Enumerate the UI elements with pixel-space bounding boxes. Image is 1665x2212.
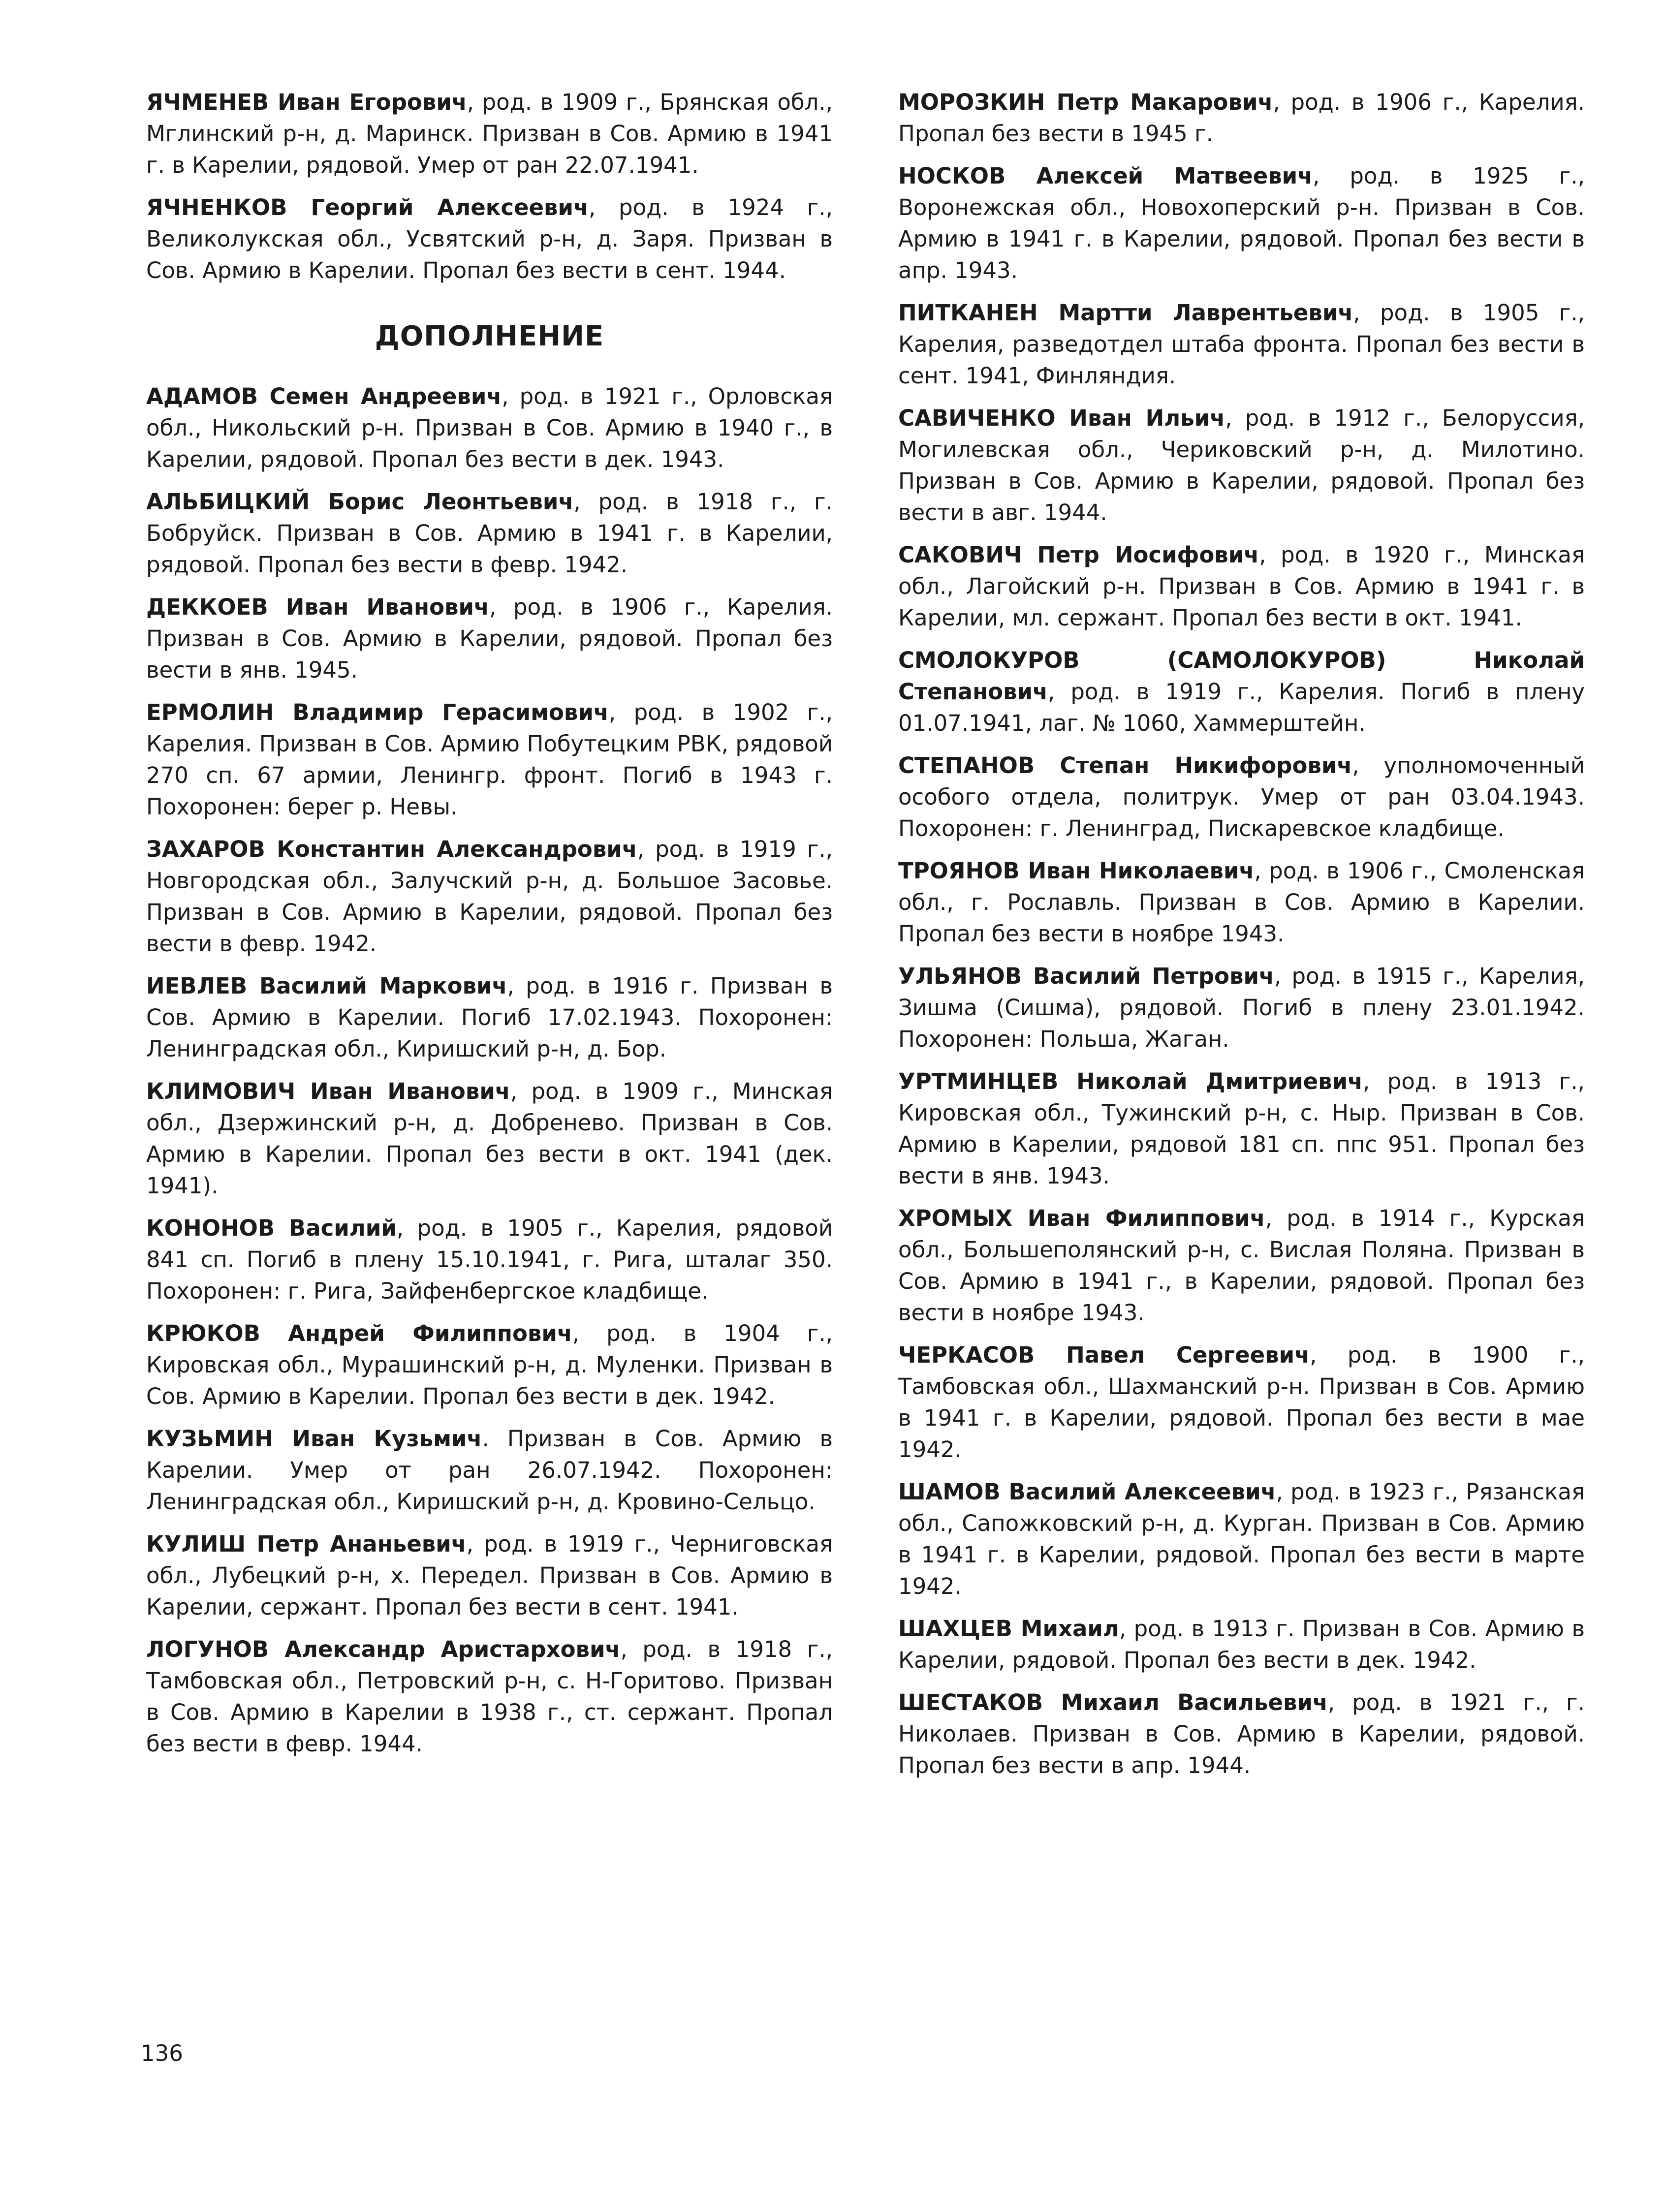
entry-khromykh — [898, 1203, 1585, 1329]
entry-name: ЛОГУНОВ Александр Аристархович — [146, 1636, 621, 1662]
entry-dekkoev — [146, 592, 833, 686]
entry-text: , род. в 1920 г., Минская обл., Лагойский р-н. Призван в Сов. Армию в 1941 г. в Карелии, мл. сержант. Пропал без вести в окт. 1941. — [898, 542, 1585, 631]
entry-adamov — [146, 381, 833, 475]
entry-smolokurov — [898, 645, 1585, 739]
entry-name: АЛЬБИЦКИЙ Борис Леонтьевич — [146, 489, 574, 515]
entry-ulyanov — [898, 961, 1585, 1055]
entry-name: АДАМОВ Семен Андреевич — [146, 383, 502, 409]
entry-kuzmin — [146, 1423, 833, 1518]
entry-text: , род. в 1919 г., Новгородская обл., Залучский р-н, д. Большое Засовье. Призван в Сов. Армию в Карелии, рядовой. Пропал без вести в февр. 1942. — [146, 836, 833, 957]
entry-name: МОРОЗКИН Петр Макарович — [898, 89, 1273, 115]
entry-name: ШАМОВ Василий Алексеевич — [898, 1479, 1276, 1505]
entry-text: , род. в 1919 г., Карелия. Погиб в плену 01.07.1941, лаг. № 1060, Хаммерштейн. — [898, 679, 1585, 736]
entry-name: УРТМИНЦЕВ Николай Дмитриевич — [898, 1068, 1363, 1094]
entry-troyanov — [898, 855, 1585, 950]
entry-text: , род. в 1906 г., Карелия. Пропал без вести в 1945 г. — [898, 89, 1585, 147]
entry-pitkanen — [898, 297, 1585, 392]
entry-shakhtsev — [898, 1613, 1585, 1676]
entry-kononov — [146, 1213, 833, 1307]
entry-text: , род. в 1906 г., Карелия. Призван в Сов. Армию в Карелии, рядовой. Пропал без вести в янв. 1945. — [146, 594, 833, 683]
entry-text: , род. в 1914 г., Курская обл., Большеполянский р-н, с. Вислая Поляна. Призван в Сов. Армию в 1941 г., в Карелии, рядовой. Пропал без вести в ноябре 1943. — [898, 1205, 1585, 1326]
entry-name: КУЗЬМИН Иван Кузьмич — [146, 1426, 482, 1452]
entry-name: СМОЛОКУРОВ (САМОЛОКУРОВ) Николай Степанович — [898, 647, 1585, 705]
entry-name: ШЕСТАКОВ Михаил Васильевич — [898, 1689, 1328, 1715]
entry-yachmenev — [146, 87, 833, 181]
section-title: ДОПОЛНЕНИЕ — [375, 320, 604, 352]
entry-zakharov — [146, 834, 833, 960]
entry-urtmintsev — [898, 1066, 1585, 1192]
entry-text: , род. в 1909 г., Брянская обл., Мглинский р-н, д. Маринск. Призван в Сов. Армию в 1941 г. в Карелии, рядовой. Умер от ран 22.07.1941. — [146, 89, 833, 178]
entry-name: КРЮКОВ Андрей Филиппович — [146, 1320, 572, 1346]
entry-klimovich — [146, 1076, 833, 1202]
entry-text: , род. в 1918 г., г. Бобруйск. Призван в Сов. Армию в 1941 г. в Карелии, рядовой. Пропал без вести в февр. 1942. — [146, 489, 833, 578]
entry-name: ЧЕРКАСОВ Павел Сергеевич — [898, 1342, 1310, 1368]
left-column — [146, 87, 833, 1771]
entry-name: КЛИМОВИЧ Иван Иванович — [146, 1078, 510, 1104]
page-number: 136 — [141, 2040, 183, 2066]
entry-text: , род. в 1921 г., г. Николаев. Призван в Сов. Армию в Карелии, рядовой. Пропал без вести в апр. 1944. — [898, 1689, 1585, 1778]
entry-shamov — [898, 1476, 1585, 1602]
entry-kryukov — [146, 1318, 833, 1412]
entry-text: . Призван в Сов. Армию в Карелии. Умер от ран 26.07.1942. Похоронен: Ленинградская обл., Киришский р-н, д. Кровино-Сельцо. — [146, 1426, 833, 1515]
right-column — [898, 87, 1585, 1792]
entry-noskov — [898, 160, 1585, 286]
entry-kulish — [146, 1528, 833, 1623]
entry-text: , род. в 1918 г., Тамбовская обл., Петровский р-н, с. Н-Горитово. Призван в Сов. Армию в Карелии в 1938 г., ст. сержант. Пропал без вести в февр. 1944. — [146, 1636, 833, 1757]
entry-name: ЯЧМЕНЕВ Иван Егорович — [146, 89, 467, 115]
entry-shestakov — [898, 1687, 1585, 1781]
entry-name: ХРОМЫХ Иван Филиппович — [898, 1205, 1265, 1231]
entry-name: НОСКОВ Алексей Матвеевич — [898, 163, 1313, 189]
entry-text: , род. в 1912 г., Белоруссия, Могилевская обл., Чериковский р-н, д. Милотино. Призван в Сов. Армию в Карелии, рядовой. Пропал без вести в авг. 1944. — [898, 405, 1585, 526]
entry-stepanov — [898, 750, 1585, 844]
entry-text: , род. в 1924 г., Великолукская обл., Усвятский р-н, д. Заря. Призван в Сов. Армию в Карелии. Пропал без вести в сент. 1944. — [146, 194, 833, 283]
entry-yachnenkov — [146, 192, 833, 286]
entry-text: , род. в 1905 г., Карелия, разведотдел штаба фронта. Пропал без вести в сент. 1941, Финляндия. — [898, 300, 1585, 389]
entry-name: СТЕПАНОВ Степан Никифорович — [898, 752, 1352, 779]
entry-name: ШАХЦЕВ Михаил — [898, 1616, 1119, 1642]
entry-name: КОНОНОВ Василий — [146, 1215, 397, 1241]
entry-text: , род. в 1915 г., Карелия, Зишма (Сишма), рядовой. Погиб в плену 23.01.1942. Похоронен: Польша, Жаган. — [898, 963, 1585, 1052]
entry-text: , род. в 1909 г., Минская обл., Дзержинский р-н, д. Добренево. Призван в Сов. Армию в Карелии. Пропал без вести в окт. 1941 (дек. 1941). — [146, 1078, 833, 1199]
entry-text: , род. в 1921 г., Орловская обл., Никольский р-н. Призван в Сов. Армию в 1940 г., в Карелии, рядовой. Пропал без вести в дек. 1943. — [146, 383, 833, 472]
entry-text: , род. в 1904 г., Кировская обл., Мурашинский р-н, д. Муленки. Призван в Сов. Армию в Карелии. Пропал без вести в дек. 1942. — [146, 1320, 833, 1409]
entry-text: , род. в 1906 г., Смоленская обл., г. Рославль. Призван в Сов. Армию в Карелии. Пропал без вести в ноябре 1943. — [898, 858, 1585, 947]
entry-name: САВИЧЕНКО Иван Ильич — [898, 405, 1225, 431]
entry-cherkasov — [898, 1340, 1585, 1465]
entry-ievlev — [146, 970, 833, 1065]
entry-name: ЯЧНЕНКОВ Георгий Алексеевич — [146, 194, 589, 220]
entry-text: , род. в 1902 г., Карелия. Призван в Сов. Армию Побутецким РВК, рядовой 270 сп. 67 армии, Ленингр. фронт. Погиб в 1943 г. Похоронен: берег р. Невы. — [146, 699, 833, 820]
entry-text: , род. в 1905 г., Карелия, рядовой 841 сп. Погиб в плену 15.10.1941, г. Рига, шталаг 350. Похоронен: г. Рига, Зайфенбергское кладбище. — [146, 1215, 833, 1304]
entry-text: , род. в 1916 г. Призван в Сов. Армию в Карелии. Погиб 17.02.1943. Похоронен: Ленинградская обл., Киришский р-н, д. Бор. — [146, 973, 833, 1062]
entry-name: ИЕВЛЕВ Василий Маркович — [146, 973, 507, 999]
entry-text: , уполномоченный особого отдела, политрук. Умер от ран 03.04.1943. Похоронен: г. Ленинград, Пискаревское кладбище. — [898, 752, 1585, 841]
entry-name: ЗАХАРОВ Константин Александрович — [146, 836, 637, 862]
entry-ermolin — [146, 697, 833, 823]
entry-logunov — [146, 1634, 833, 1760]
entry-morozkin — [898, 87, 1585, 150]
entry-text: , род. в 1900 г., Тамбовская обл., Шахманский р-н. Призван в Сов. Армию в 1941 г. в Карелии, рядовой. Пропал без вести в мае 1942. — [898, 1342, 1585, 1463]
entry-name: ТРОЯНОВ Иван Николаевич — [898, 858, 1255, 884]
entry-name: КУЛИШ Петр Ананьевич — [146, 1531, 467, 1557]
entry-name: УЛЬЯНОВ Василий Петрович — [898, 963, 1274, 989]
entry-savichenko — [898, 403, 1585, 529]
entry-albitsky — [146, 486, 833, 581]
entry-text: , род. в 1925 г., Воронежская обл., Новохоперский р-н. Призван в Сов. Армию в 1941 г. в Карелии, рядовой. Пропал без вести в апр. 1943. — [898, 163, 1585, 283]
entry-name: ПИТКАНЕН Мартти Лаврентьевич — [898, 300, 1353, 326]
entry-text: , род. в 1913 г., Кировская обл., Тужинский р-н, с. Ныр. Призван в Сов. Армию в Карелии, рядовой 181 сп. ппс 951. Пропал без вести в янв. 1943. — [898, 1068, 1585, 1189]
entry-name: ДЕККОЕВ Иван Иванович — [146, 594, 489, 620]
entry-sakovich — [898, 539, 1585, 634]
entry-name: САКОВИЧ Петр Иосифович — [898, 542, 1259, 568]
entry-text: , род. в 1923 г., Рязанская обл., Сапожковский р-н, д. Курган. Призван в Сов. Армию в 1941 г. в Карелии, рядовой. Пропал без вести в марте 1942. — [898, 1479, 1585, 1599]
entry-name: ЕРМОЛИН Владимир Герасимович — [146, 699, 609, 725]
entry-text: , род. в 1913 г. Призван в Сов. Армию в Карелии, рядовой. Пропал без вести в дек. 1942. — [898, 1616, 1585, 1673]
entry-text: , род. в 1919 г., Черниговская обл., Лубецкий р-н, х. Передел. Призван в Сов. Армию в Карелии, сержант. Пропал без вести в сент. 1941. — [146, 1531, 833, 1620]
